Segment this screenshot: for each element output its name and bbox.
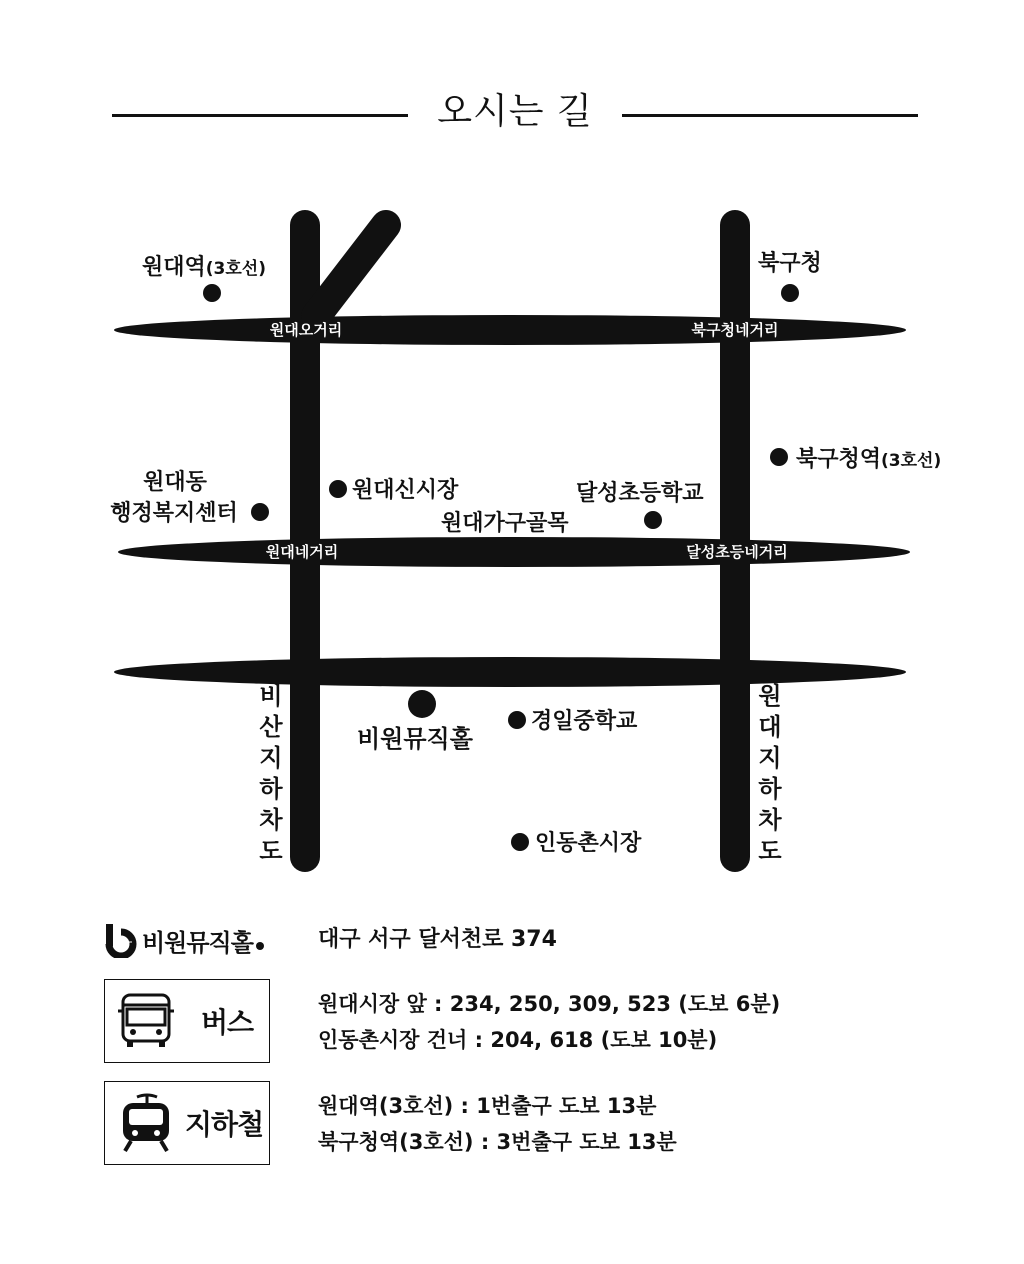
place-wondae-station: 원대역(3호선) <box>142 255 266 280</box>
subway-route-line: 원대역(3호선) : 1번출구 도보 13분 <box>318 1094 657 1118</box>
marker-venue <box>408 690 436 718</box>
bus-label: 버스 <box>201 1006 254 1039</box>
place-wondae-dong-line2: 행정복지센터 <box>110 501 238 526</box>
vertical-label-bisan-underpass: 비 산 지 하 차 도 <box>259 682 283 865</box>
bus-box <box>104 979 270 1063</box>
subway-route-line: 북구청역(3호선) : 3번출구 도보 13분 <box>318 1130 677 1154</box>
marker-dalseong-school <box>644 511 662 529</box>
road-label-dalseong-negeori: 달성초등네거리 <box>686 543 788 561</box>
place-bukgu-office-station: 북구청역(3호선) <box>796 447 942 472</box>
subway-label: 지하철 <box>185 1108 264 1141</box>
venue-logo <box>104 916 264 964</box>
bus-route-line: 원대시장 앞 : 234, 250, 309, 523 (도보 6분) <box>318 992 781 1016</box>
subway-routes <box>318 1088 677 1160</box>
place-indongchon-market: 인동촌시장 <box>535 831 642 856</box>
subway-box <box>104 1081 270 1165</box>
road-middle <box>118 537 910 567</box>
place-wondae-dong-line1: 원대동 <box>143 470 207 495</box>
road-label-wondae-ogeori: 원대오거리 <box>269 321 343 339</box>
place-wondae-new-market: 원대신시장 <box>352 478 459 503</box>
subway-icon <box>115 1091 179 1155</box>
bus-routes <box>318 986 780 1058</box>
page-title: 오시는 길 <box>437 91 593 132</box>
marker-gyeongil-school <box>508 711 526 729</box>
road-top <box>114 315 906 345</box>
place-bukgu-office: 북구청 <box>758 251 822 276</box>
marker-bukgu-office-station <box>770 448 788 466</box>
road-bottom <box>114 657 906 687</box>
place-dalseong-school: 달성초등학교 <box>576 481 704 506</box>
road-right-vertical <box>720 210 750 872</box>
logo-dot <box>256 942 264 950</box>
place-furniture-alley: 원대가구골목 <box>441 511 569 536</box>
place-gyeongil-school: 경일중학교 <box>531 709 638 734</box>
road-diagonal <box>316 225 386 316</box>
bus-icon <box>115 989 179 1053</box>
logo-icon <box>104 922 138 958</box>
marker-wondae-dong-center <box>251 503 269 521</box>
marker-wondae-new-market <box>329 480 347 498</box>
road-label-bukgu-negeori: 북구청네거리 <box>691 321 779 339</box>
bus-route-line: 인동촌시장 건너 : 204, 618 (도보 10분) <box>318 1028 718 1052</box>
marker-bukgu-office <box>781 284 799 302</box>
logo-text: 비원뮤직홀 <box>142 928 253 957</box>
venue-address: 대구 서구 달서천로 374 <box>318 927 557 952</box>
marker-wondae-station <box>203 284 221 302</box>
marker-indongchon-market <box>511 833 529 851</box>
vertical-label-wondae-underpass: 원 대 지 하 차 도 <box>758 682 782 865</box>
road-label-wondae-negeori: 원대네거리 <box>265 543 339 561</box>
place-venue: 비원뮤직홀 <box>357 725 473 753</box>
